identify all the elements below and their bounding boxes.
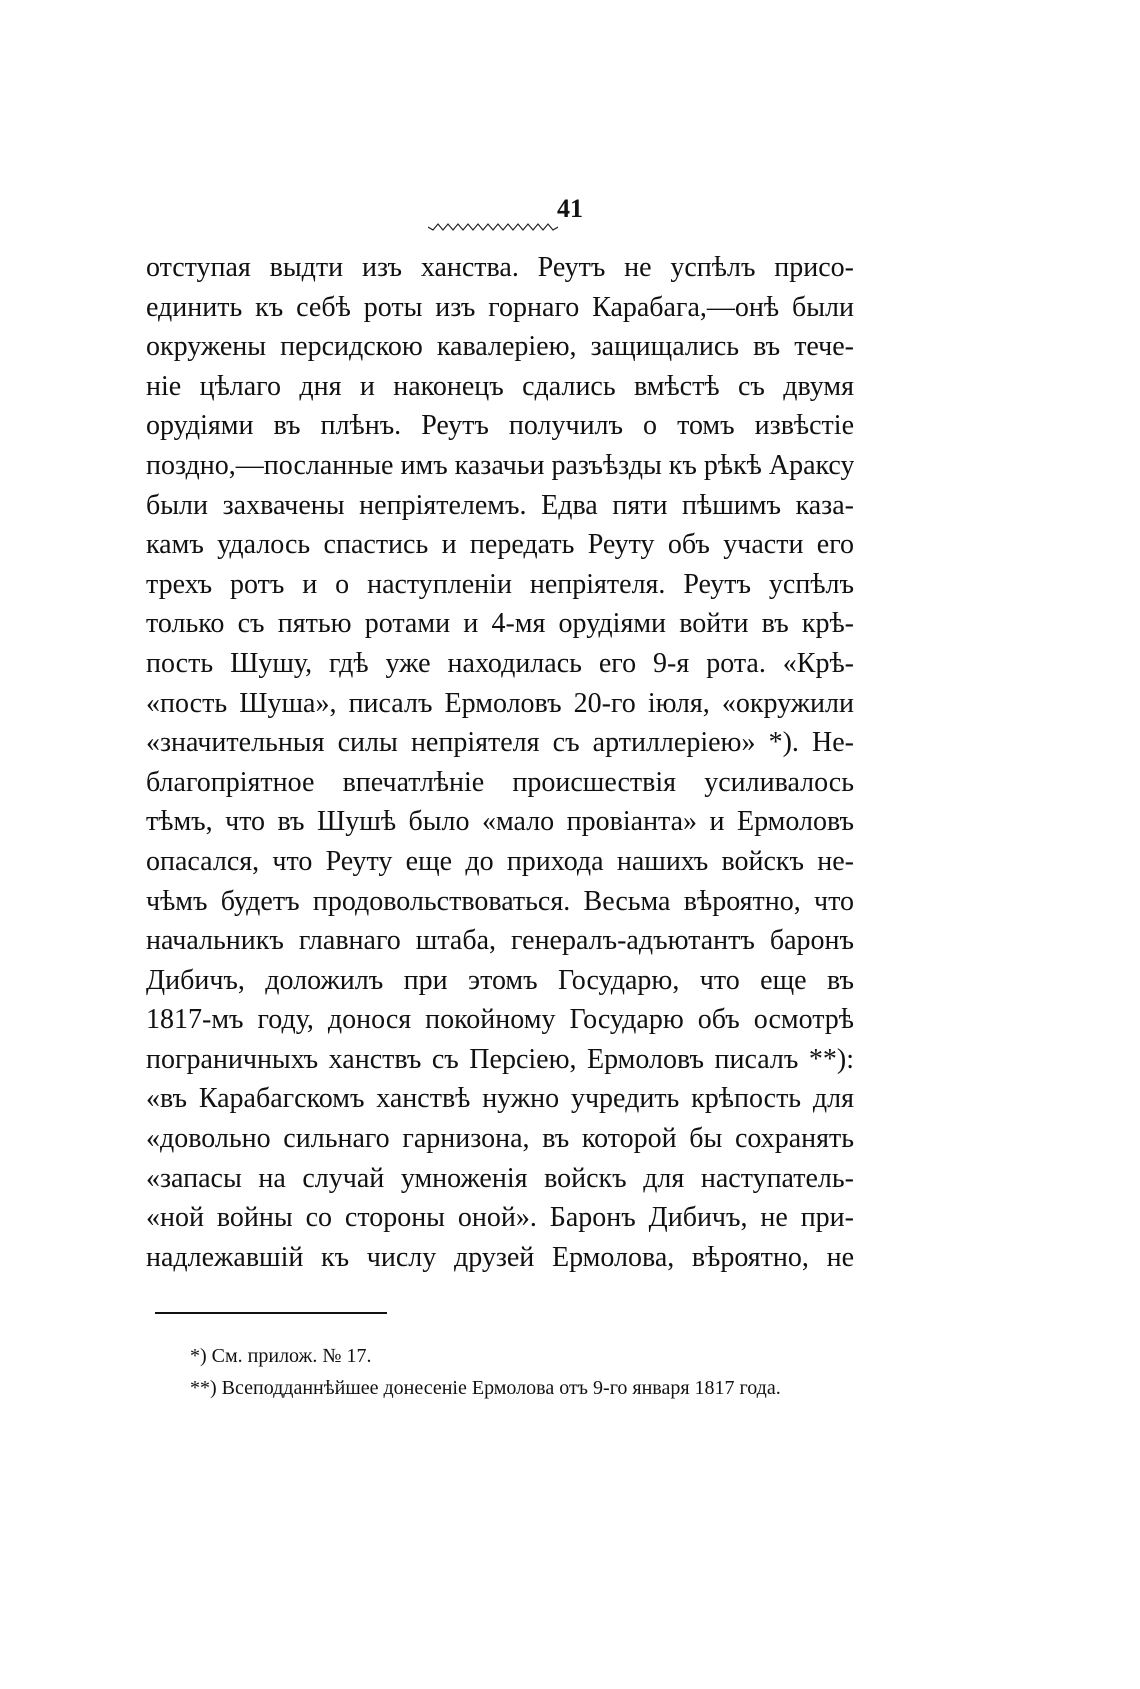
text-line: ніе цѣлаго дня и наконецъ сдались вмѣстѣ съ двумя [146,370,854,402]
text-line: пость Шушу, гдѣ уже находилась его 9-я рота. «Крѣ- [146,647,854,679]
text-line: трехъ ротъ и о наступленіи непріятеля. Реутъ успѣлъ [146,568,854,600]
footnote: **) Всеподданнѣйшее донесеніе Ермолова отъ 9-го января 1817 года. [190,1377,781,1399]
text-line: чѣмъ будетъ продовольствоваться. Весьма вѣроятно, что [146,885,854,917]
text-line: окружены персидскою кавалеріею, защищались въ тече- [146,331,854,363]
text-line: только съ пятью ротами и 4-мя орудіями войти въ крѣ- [146,608,854,640]
footnote: *) См. прилож. № 17. [190,1345,372,1367]
footnotes [190,1340,890,1404]
text-line: единить къ себѣ роты изъ горнаго Карабага,—онѣ были [146,291,854,323]
text-line: поздно,—посланные имъ казачьи разъѣзды къ рѣкѣ Араксу [146,449,854,481]
text-line: надлежавшій къ числу друзей Ермолова, вѣроятно, не [146,1241,854,1273]
text-line: опасался, что Реуту еще до прихода нашихъ войскъ не- [146,845,854,877]
body-text [146,248,854,1277]
text-line: отступая выдти изъ ханства. Реутъ не успѣлъ присо- [146,252,854,283]
text-line: камъ удалось спастись и передать Реуту объ участи его [146,529,854,561]
text-line: «довольно сильнаго гарнизона, въ которой бы сохранять [146,1123,854,1155]
text-line: Дибичъ, доложилъ при этомъ Государю, что еще въ [146,964,854,996]
text-line: орудіями въ плѣнъ. Реутъ получилъ о томъ извѣстіе [146,410,854,442]
page-number: 41 [557,194,583,223]
text-line: «пость Шуша», писалъ Ермоловъ 20-го іюля, «окружили [146,687,854,719]
text-line: «въ Карабагскомъ ханствѣ нужно учредить крѣпость для [146,1083,854,1115]
text-line: «запасы на случай умноженія войскъ для наступатель- [146,1162,854,1194]
wavy-ornament [428,222,558,232]
footnote-divider [155,1312,387,1314]
text-line: «ной войны со стороны оной». Баронъ Дибичъ, не при- [146,1202,854,1234]
text-line: были захвачены непріятелемъ. Едва пяти пѣшимъ каза- [146,489,854,521]
text-line: начальникъ главнаго штаба, генералъ-адъютантъ баронъ [146,925,854,957]
text-line: благопріятное впечатлѣніе происшествія усиливалось [146,766,854,798]
text-line: «значительныя силы непріятеля съ артиллеріею» *). Не- [146,727,854,759]
text-line: 1817-мъ году, донося покойному Государю объ осмотрѣ [146,1004,854,1036]
text-line: пограничныхъ ханствъ съ Персіею, Ермоловъ писалъ **): [146,1043,854,1075]
text-line: тѣмъ, что въ Шушѣ было «мало провіанта» и Ермоловъ [146,806,854,838]
